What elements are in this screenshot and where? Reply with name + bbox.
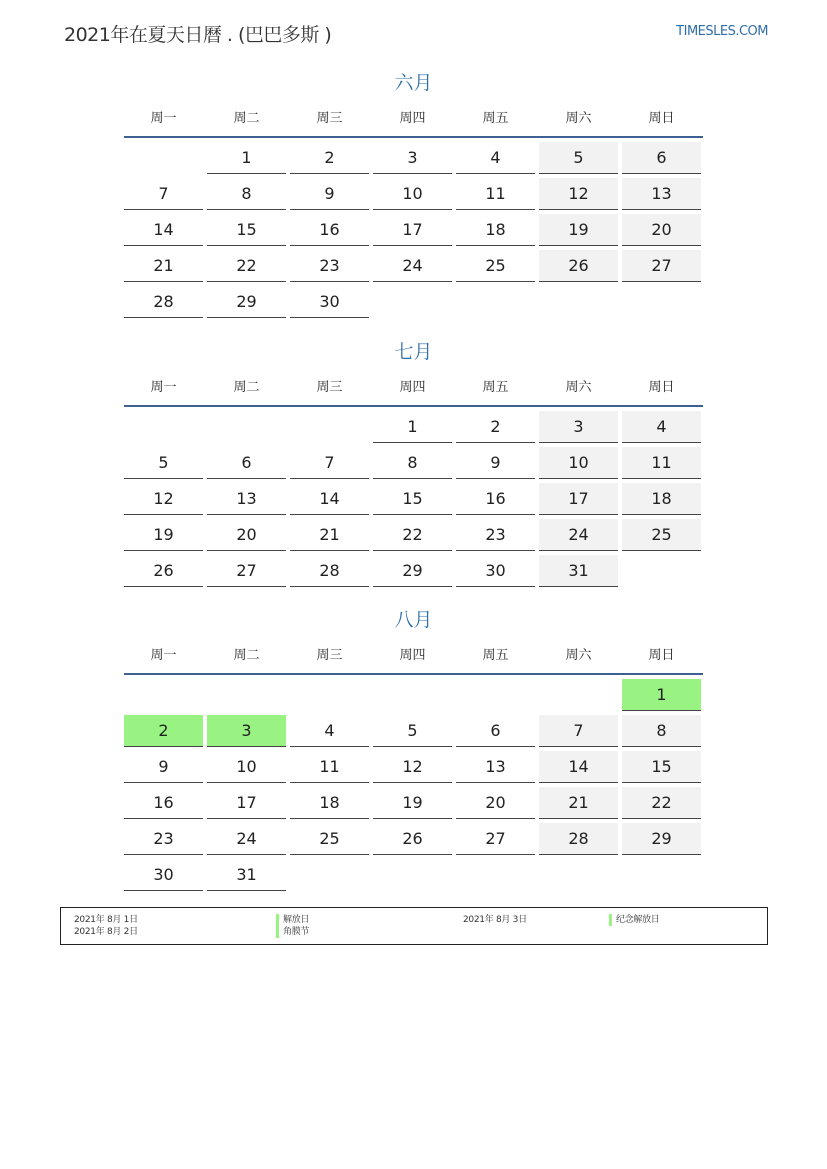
day-cell: 18 [290, 787, 369, 819]
weekend-day-cell: 22 [622, 787, 701, 819]
day-cell: 27 [456, 823, 535, 855]
empty-cell [456, 679, 535, 711]
day-cell: 30 [290, 286, 369, 318]
day-cell: 10 [207, 751, 286, 783]
day-cell: 31 [207, 859, 286, 891]
weekday-label: 周日 [648, 648, 675, 663]
day-cell: 16 [456, 483, 535, 515]
day-cell: 15 [207, 214, 286, 246]
site-link[interactable]: TIMESLES.COM [676, 24, 768, 39]
day-cell: 17 [207, 787, 286, 819]
weekday-label: 周四 [399, 111, 426, 126]
weekday-label: 周日 [648, 111, 675, 126]
weekday-label: 周四 [399, 648, 426, 663]
weekday-label: 周六 [565, 111, 592, 126]
weekday-label: 周五 [482, 111, 509, 126]
day-cell: 13 [456, 751, 535, 783]
weekday-label: 周二 [233, 380, 260, 395]
day-cell: 21 [124, 250, 203, 282]
day-cell: 30 [124, 859, 203, 891]
weekend-day-cell: 27 [622, 250, 701, 282]
weekend-day-cell: 6 [622, 142, 701, 174]
day-cell: 23 [290, 250, 369, 282]
weekday-label: 周一 [150, 380, 177, 395]
weekend-day-cell: 18 [622, 483, 701, 515]
day-cell: 22 [373, 519, 452, 551]
empty-cell [124, 142, 203, 174]
day-cell: 25 [456, 250, 535, 282]
month-august [124, 605, 703, 891]
weekend-day-cell: 8 [622, 715, 701, 747]
weekday-label: 周日 [648, 380, 675, 395]
weekend-day-cell: 25 [622, 519, 701, 551]
weekend-day-cell: 26 [539, 250, 618, 282]
empty-cell [290, 411, 369, 443]
day-cell: 18 [456, 214, 535, 246]
month-title: 八月 [394, 609, 433, 631]
weekend-day-cell: 19 [539, 214, 618, 246]
day-cell: 9 [290, 178, 369, 210]
day-cell: 6 [207, 447, 286, 479]
holiday-legend [60, 907, 768, 945]
month-divider [124, 136, 703, 138]
day-cell: 23 [456, 519, 535, 551]
day-cell: 26 [373, 823, 452, 855]
day-cell: 6 [456, 715, 535, 747]
month-june [124, 68, 703, 318]
weekday-label: 周三 [316, 111, 343, 126]
day-cell: 19 [373, 787, 452, 819]
holiday-day-cell: 2 [124, 715, 203, 747]
day-cell: 20 [207, 519, 286, 551]
day-cell: 3 [373, 142, 452, 174]
empty-cell [207, 679, 286, 711]
weekend-day-cell: 10 [539, 447, 618, 479]
weekday-label: 周三 [316, 648, 343, 663]
day-cell: 24 [373, 250, 452, 282]
day-cell: 2 [290, 142, 369, 174]
day-cell: 11 [290, 751, 369, 783]
weekend-day-cell: 5 [539, 142, 618, 174]
weekend-day-cell: 20 [622, 214, 701, 246]
weekend-day-cell: 29 [622, 823, 701, 855]
day-cell: 20 [456, 787, 535, 819]
legend-holiday-name: 角膜节 [276, 926, 309, 938]
day-cell: 7 [124, 178, 203, 210]
day-cell: 22 [207, 250, 286, 282]
day-cell: 30 [456, 555, 535, 587]
day-cell: 9 [124, 751, 203, 783]
weekend-day-cell: 14 [539, 751, 618, 783]
empty-cell [207, 411, 286, 443]
day-cell: 17 [373, 214, 452, 246]
day-cell: 5 [124, 447, 203, 479]
legend-date: 2021年 8月 3日 [463, 915, 527, 925]
month-july [124, 337, 703, 587]
day-cell: 27 [207, 555, 286, 587]
day-cell: 1 [207, 142, 286, 174]
day-cell: 8 [373, 447, 452, 479]
day-cell: 19 [124, 519, 203, 551]
month-title: 六月 [394, 72, 433, 94]
legend-holiday-name: 解放日 [276, 914, 309, 926]
day-cell: 8 [207, 178, 286, 210]
empty-cell [124, 679, 203, 711]
day-cell: 4 [456, 142, 535, 174]
empty-cell [539, 679, 618, 711]
day-grid [124, 679, 703, 891]
weekday-header [124, 104, 703, 134]
empty-cell [124, 411, 203, 443]
day-cell: 12 [373, 751, 452, 783]
month-divider [124, 673, 703, 675]
day-cell: 28 [290, 555, 369, 587]
day-cell: 2 [456, 411, 535, 443]
weekend-day-cell: 21 [539, 787, 618, 819]
weekday-label: 周二 [233, 111, 260, 126]
day-cell: 21 [290, 519, 369, 551]
weekday-label: 周五 [482, 380, 509, 395]
month-title: 七月 [394, 341, 433, 363]
day-cell: 4 [290, 715, 369, 747]
weekday-header [124, 373, 703, 403]
page-title: 2021年在夏天日曆 . (巴巴多斯 ) [64, 24, 332, 46]
holiday-day-cell: 1 [622, 679, 701, 711]
day-cell: 14 [290, 483, 369, 515]
day-cell: 26 [124, 555, 203, 587]
day-cell: 28 [124, 286, 203, 318]
weekday-label: 周一 [150, 648, 177, 663]
day-cell: 16 [124, 787, 203, 819]
weekday-header [124, 641, 703, 671]
legend-date: 2021年 8月 2日 [74, 927, 138, 937]
weekend-day-cell: 28 [539, 823, 618, 855]
weekend-day-cell: 15 [622, 751, 701, 783]
weekend-day-cell: 24 [539, 519, 618, 551]
day-grid [124, 411, 703, 587]
day-cell: 29 [373, 555, 452, 587]
empty-cell [290, 679, 369, 711]
weekday-label: 周六 [565, 648, 592, 663]
day-cell: 25 [290, 823, 369, 855]
day-cell: 15 [373, 483, 452, 515]
day-cell: 14 [124, 214, 203, 246]
weekend-day-cell: 7 [539, 715, 618, 747]
weekday-label: 周一 [150, 111, 177, 126]
day-cell: 11 [456, 178, 535, 210]
day-cell: 7 [290, 447, 369, 479]
weekend-day-cell: 3 [539, 411, 618, 443]
weekend-day-cell: 11 [622, 447, 701, 479]
day-cell: 13 [207, 483, 286, 515]
day-cell: 10 [373, 178, 452, 210]
day-cell: 23 [124, 823, 203, 855]
weekend-day-cell: 17 [539, 483, 618, 515]
weekday-label: 周六 [565, 380, 592, 395]
weekend-day-cell: 12 [539, 178, 618, 210]
day-cell: 12 [124, 483, 203, 515]
weekend-day-cell: 13 [622, 178, 701, 210]
weekday-label: 周四 [399, 380, 426, 395]
day-cell: 9 [456, 447, 535, 479]
day-cell: 29 [207, 286, 286, 318]
day-cell: 16 [290, 214, 369, 246]
empty-cell [373, 679, 452, 711]
day-cell: 1 [373, 411, 452, 443]
day-grid [124, 142, 703, 318]
holiday-day-cell: 3 [207, 715, 286, 747]
month-divider [124, 405, 703, 407]
weekday-label: 周五 [482, 648, 509, 663]
day-cell: 24 [207, 823, 286, 855]
day-cell: 5 [373, 715, 452, 747]
weekend-day-cell: 31 [539, 555, 618, 587]
weekday-label: 周二 [233, 648, 260, 663]
weekend-day-cell: 4 [622, 411, 701, 443]
legend-date: 2021年 8月 1日 [74, 915, 138, 925]
weekday-label: 周三 [316, 380, 343, 395]
legend-holiday-name: 纪念解放日 [609, 914, 660, 926]
